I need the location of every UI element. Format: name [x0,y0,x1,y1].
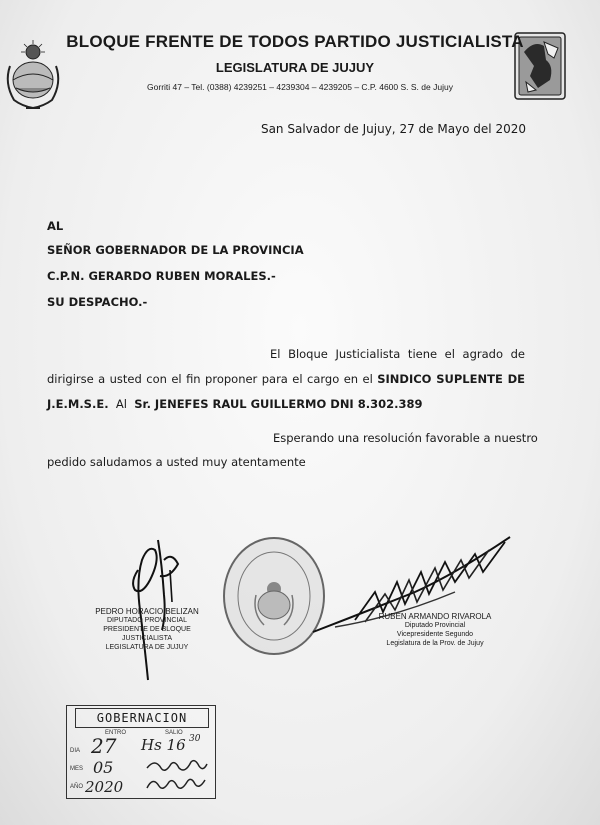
stamp-hour-value: Hs 16 [141,736,186,754]
stamp-handwritten-notes [145,754,211,796]
recipient-line-despacho: SU DESPACHO.- [47,295,148,309]
right-signer-role-3: Legislatura de la Prov. de Jujuy [386,640,484,647]
letterhead-subtitle: LEGISLATURA DE JUJUY [215,60,375,75]
right-signer-role-1: Diputado Provincial [404,622,466,629]
right-signer-name: RUBEN ARMANDO RIVAROLA [378,612,492,621]
stamp-hour-minutes: 30 [189,734,201,744]
letterhead-address: Gorriti 47 – Tel. (0388) 4239251 – 4239304 – 4239205 – C.P. 4600 S. S. de Jujuy [147,82,453,92]
stamp-ano-label: AÑO [70,784,84,790]
nominee-name: Sr. JENEFES RAUL GUILLERMO DNI 8.302.389 [134,397,423,411]
body-paragraph-1-line-3 [47,397,422,411]
body-text: Al [115,397,127,411]
stamp-year-value: 2020 [85,778,124,796]
body-paragraph-1-line-2 [47,372,525,386]
letter-date: San Salvador de Jujuy, 27 de Mayo del 2020 [260,122,526,136]
left-signer-role-2: PRESIDENTE DE BLOQUE JUSTICIALISTA [103,626,191,642]
left-signer-role-3: LEGISLATURA DE JUJUY [105,644,189,651]
recipient-line-title: SEÑOR GOBERNADOR DE LA PROVINCIA [47,243,304,257]
stamp-month-value: 05 [93,758,114,777]
body-paragraph-1-line-1: El Bloque Justicialista tiene el agrado de [270,347,525,361]
left-signer-name: PEDRO HORACIO BELIZAN [95,607,199,616]
body-paragraph-2-line-2: pedido saludamos a usted muy atentamente [47,455,306,469]
stamp-title: GOBERNACION [75,708,209,728]
stamp-salio-label: SALIO [165,730,183,736]
stamp-mes-label: MES [70,766,84,772]
body-text: dirigirse a usted con el fin proponer para el cargo en el [47,372,373,386]
left-signature-scribble [100,520,210,685]
right-signer-role-2: Vicepresidente Segundo [396,631,474,638]
right-signature-block [360,612,510,648]
stamp-entro-label: ENTRO [105,730,126,736]
institution-name: J.E.M.S.E. [47,397,109,411]
left-signature-block [82,607,212,652]
recipient-line-name: C.P.N. GERARDO RUBEN MORALES.- [47,269,276,283]
body-paragraph-2-line-1: Esperando una resolución favorable a nuestro [273,431,538,445]
stamp-dia-label: DIA [70,748,81,754]
position-title: SINDICO SUPLENTE DE [377,372,526,386]
gobernacion-reception-stamp [66,705,216,799]
letterhead-title: BLOQUE FRENTE DE TODOS PARTIDO JUSTICIALISTA [66,32,524,51]
recipient-line-al: AL [47,219,64,233]
stamp-day-value: 27 [91,734,117,758]
jujuy-coat-of-arms-logo [2,38,64,113]
left-signer-role-1: DIPUTADO PROVINCIAL [107,617,187,624]
